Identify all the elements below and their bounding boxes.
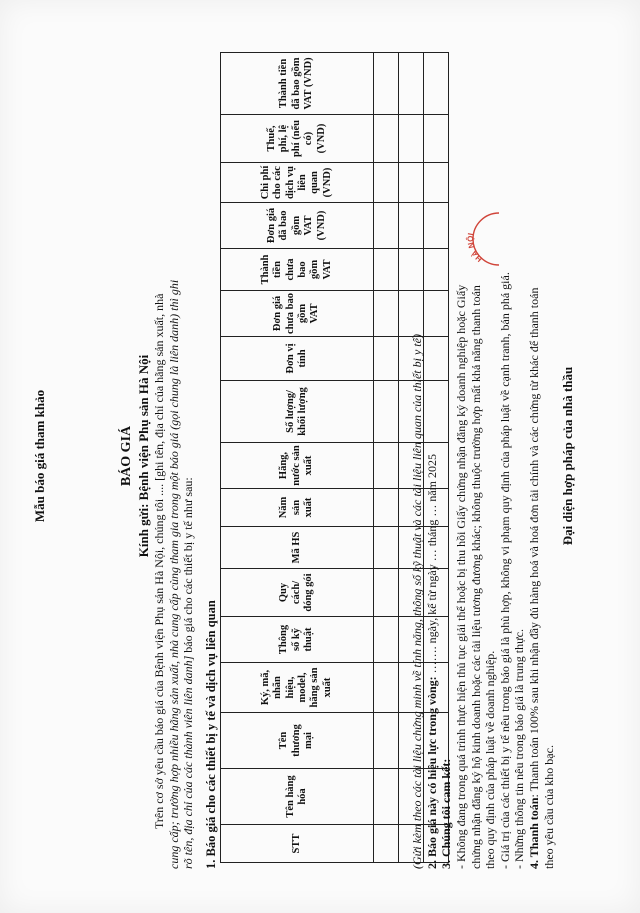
payment-text-2: theo yêu cầu của kho bạc. (541, 745, 556, 869)
table-cell (374, 663, 399, 713)
col-header: Thành tiền chưa bao gồm VAT (221, 249, 374, 291)
table-cell (374, 569, 399, 617)
validity-line (425, 41, 440, 869)
intro-text-1: Trên cơ sở yêu cầu báo giá của Bệnh viện Phụ sản Hà Nội, chúng tôi .... [ghi tên, địa chỉ của hãng sản xuất, nhà (152, 293, 166, 829)
table-cell (374, 115, 399, 163)
table-cell (374, 249, 399, 291)
table-cell (374, 769, 399, 825)
document-title: BÁO GIÁ (119, 425, 134, 487)
section-2-label: 2. Báo giá này có hiệu lực trong vòng: (424, 676, 439, 869)
rotated-document (30, 31, 610, 881)
table-cell (374, 527, 399, 569)
col-header: Chi phí cho các dịch vụ liên quan (VND) (221, 163, 374, 203)
col-header: Mã HS (221, 527, 374, 569)
table-row (374, 53, 399, 863)
recipient-line: Kính gửi: Bệnh viện Phụ sản Hà Nội (136, 354, 151, 558)
commit-1-line-2: chứng nhận đăng ký hộ kinh doanh hoặc các tài liệu tương đương khác; không thuộc trường hợp mất khả năng thanh toán (468, 285, 483, 869)
intro-rest: báo giá cho các thiết bị y tế như sau: (181, 477, 196, 656)
intro-italic: rõ tên, địa chỉ của các thành viên liên danh] (181, 655, 196, 869)
reference-label: Mẫu báo giá tham khảo (32, 389, 47, 523)
col-header: Đơn giá đã bao gồm VAT (VND) (221, 203, 374, 249)
col-header: STT (221, 825, 374, 863)
seal-stamp-icon (465, 207, 529, 271)
table-cell (374, 291, 399, 337)
col-header: Đơn vị tính (221, 337, 374, 381)
svg-text:HÀ NỘI: HÀ NỘI (465, 232, 485, 264)
table-cell (374, 163, 399, 203)
section-4-label: 4. Thanh toán (527, 797, 541, 869)
col-header: Quy cách/ đóng gói (221, 569, 374, 617)
col-header: Số lượng/ khối lượng (221, 381, 374, 443)
table-cell (374, 489, 399, 527)
col-header: Thuế, phí, lệ phí (nếu có) (VND) (221, 115, 374, 163)
intro-line-2: cung cấp; trường hợp nhiều hãng sản xuất, nhà cung cấp cùng tham gia trong một báo giá (gọi chung là liên danh) thì ghi (166, 279, 181, 869)
terms-block (410, 41, 556, 869)
commit-1-line-1: - Không đang trong quá trình thực hiện thủ tục giải thể hoặc bị thu hồi Giấy chứng nhận đăng ký doanh nghiệp hoặc Giấy (453, 284, 468, 869)
col-header: Đơn giá chưa bao gồm VAT (221, 291, 374, 337)
col-header: Hãng, nước sản xuất (221, 443, 374, 489)
col-header: Năm sản xuất (221, 489, 374, 527)
col-header: Thành tiền đã bao gồm VAT (VND) (221, 53, 374, 115)
table-cell (374, 53, 399, 115)
intro-paragraph (152, 43, 196, 869)
table-cell (374, 203, 399, 249)
section-3-heading: 3. Chúng tôi cam kết: (439, 758, 454, 869)
section-2-text: ……. ngày, kể từ ngày … tháng … năm 2025 (424, 453, 439, 677)
signature-label: Đại diện hợp pháp của nhà thầu (560, 366, 575, 546)
intro-line-3 (181, 43, 196, 869)
attachment-note: (Gửi kèm theo các tài liệu chứng minh về tính năng, thông số kỹ thuật và các tài liệu liên quan của thiết bị y tế) (410, 334, 424, 869)
table-cell (374, 443, 399, 489)
table-cell (374, 713, 399, 769)
section-1-heading: 1. Báo giá cho các thiết bị y tế và dịch vụ liên quan (204, 600, 218, 869)
col-header: Tên hàng hóa (221, 769, 374, 825)
payment-text-1: : Thanh toán 100% sau khi nhận đầy đủ hàng hoá và hoá đơn tài chính và các chứng từ khác để thanh toán (527, 287, 541, 798)
col-header: Ký, mã, nhãn hiệu, model, hãng sản xuất (221, 663, 374, 713)
table-cell (374, 337, 399, 381)
intro-line-1 (152, 43, 167, 869)
table-cell (374, 381, 399, 443)
commit-1-line-3: theo quy định của pháp luật về doanh nghiệp. (483, 650, 498, 869)
table-header-row (221, 53, 374, 863)
payment-line (527, 41, 542, 869)
table-cell (374, 617, 399, 663)
col-header: Tên thương mại (221, 713, 374, 769)
commit-2: - Giá trị của các thiết bị y tế nêu trong báo giá là phù hợp, không vi phạm quy định của pháp luật về cạnh tranh, bán phá giá. (497, 272, 512, 869)
table-cell (374, 825, 399, 863)
commit-3: - Những thông tin nêu trong báo giá là trung thực. (512, 629, 527, 869)
col-header: Thông số kỹ thuật (221, 617, 374, 663)
